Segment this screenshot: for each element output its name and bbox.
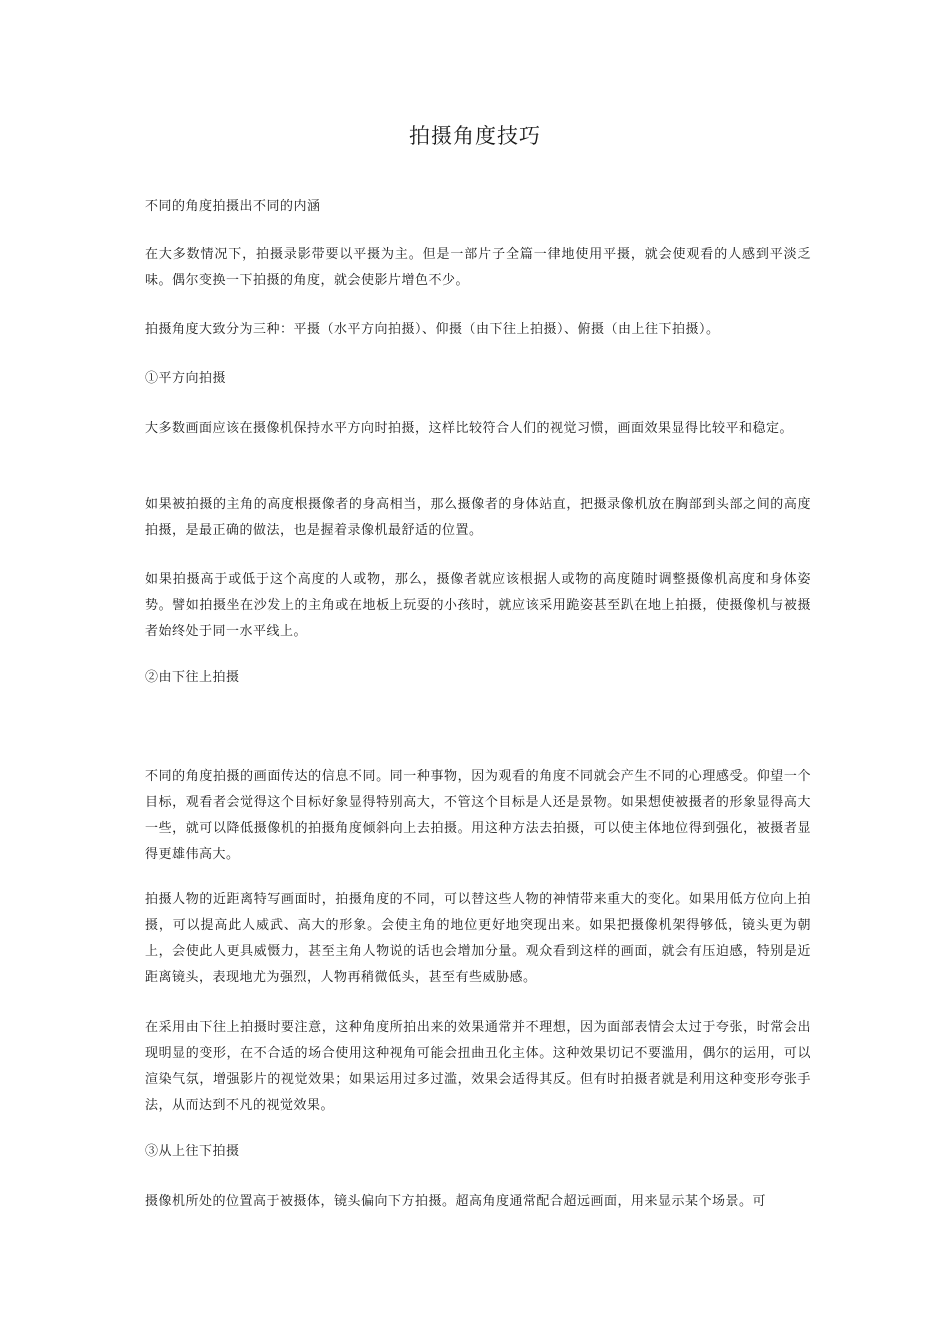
section-heading-low-angle: ②由下往上拍摄 — [145, 670, 240, 685]
paragraph-low-angle-2: 拍摄人物的近距离特写画面时，拍摄角度的不同，可以替这些人物的神情带来重大的变化。如果用低方位向上拍摄，可以提高此人威武、高大的形象。会使主角的地位更好地突现出来。如果把摄像机架得够低，镜头更为朝上，会使此人更具威慑力，甚至主角人物说的话也会增加分量。观众看到这样的画面，就会有压迫感，特别是近距离镜头，表现地尤为强烈，人物再稍微低头，甚至有些威胁感。 — [145, 892, 811, 985]
paragraph-high-angle-1: 摄像机所处的位置高于被摄体，镜头偏向下方拍摄。超高角度通常配合超远画面，用来显示某个场景。可 — [145, 1194, 767, 1209]
paragraph-level-3: 如果拍摄高于或低于这个高度的人或物，那么，摄像者就应该根据人或物的高度随时调整摄像机高度和身体姿势。譬如拍摄坐在沙发上的主角或在地板上玩耍的小孩时，就应该采用跪姿甚至趴在地上拍摄，使摄像机与被摄者始终处于同一水平线上。 — [145, 572, 811, 639]
paragraph-intro: 在大多数情况下，拍摄录影带要以平摄为主。但是一部片子全篇一律地使用平摄，就会使观看的人感到平淡乏味。偶尔变换一下拍摄的角度，就会使影片增色不少。 — [145, 247, 811, 288]
paragraph-angle-types: 拍摄角度大致分为三种：平摄（水平方向拍摄）、仰摄（由下往上拍摄）、俯摄（由上往下拍摄）。 — [145, 322, 720, 337]
paragraph-low-angle-3: 在采用由下往上拍摄时要注意，这种角度所拍出来的效果通常并不理想，因为面部表情会太过于夸张，时常会出现明显的变形，在不合适的场合使用这种视角可能会扭曲丑化主体。这种效果切记不要滥用，偶尔的运用，可以渲染气氛，增强影片的视觉效果；如果运用过多过滥，效果会适得其反。但有时拍摄者就是利用这种变形夸张手法，从而达到不凡的视觉效果。 — [145, 1020, 811, 1113]
section-heading-high-angle: ③从上往下拍摄 — [145, 1144, 240, 1159]
paragraph-subtitle: 不同的角度拍摄出不同的内涵 — [145, 199, 321, 214]
section-heading-level: ①平方向拍摄 — [145, 371, 227, 386]
paragraph-level-2: 如果被拍摄的主角的高度根摄像者的身高相当，那么摄像者的身体站直，把摄录像机放在胸部到头部之间的高度拍摄，是最正确的做法，也是握着录像机最舒适的位置。 — [145, 497, 811, 538]
paragraph-low-angle-1: 不同的角度拍摄的画面传达的信息不同。同一种事物，因为观看的角度不同就会产生不同的心理感受。仰望一个目标，观看者会觉得这个目标好象显得特别高大，不管这个目标是人还是景物。如果想使被摄者的形象显得高大一些，就可以降低摄像机的拍摄角度倾斜向上去拍摄。用这种方法去拍摄，可以使主体地位得到强化，被摄者显得更雄伟高大。 — [145, 769, 811, 862]
paragraph-level-1: 大多数画面应该在摄像机保持水平方向时拍摄，这样比较符合人们的视觉习惯，画面效果显得比较平和稳定。 — [145, 421, 794, 436]
document-title: 拍摄角度技巧 — [409, 124, 541, 148]
